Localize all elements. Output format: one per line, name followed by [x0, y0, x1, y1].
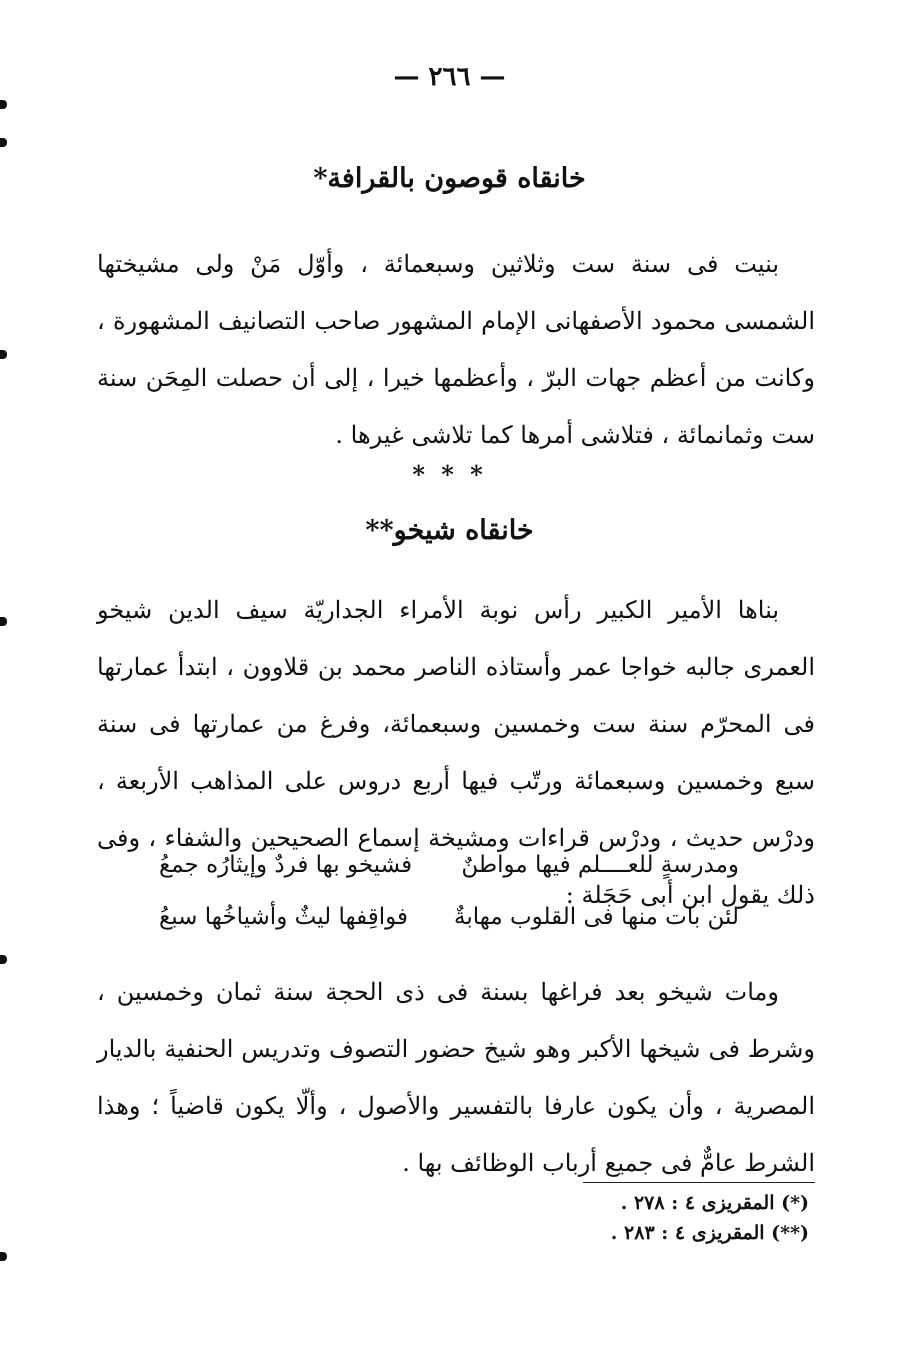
verse-hemistich-first: لئن بات منها فى القلوب مهابةٌ — [454, 904, 739, 930]
poem-verse — [159, 904, 739, 930]
paragraph-qawsun: بنيت فى سنة ست وثلاثين وسبعمائة ، وأوّل مَنْ ولى مشيختها الشمسى محمود الأصفهانى الإمام المشهور صاحب التصانيف المشهورة ، وكانت من أعظم جهات البرّ ، وأعظمها خيرا ، إلى أن حصلت المِحَن سنة ست وثمانمائة ، فتلاشى أمرها كما تلاشى غيرها . — [97, 250, 815, 449]
verse-hemistich-second: فشيخو بها فردٌ وإيثارُه جمعُ — [159, 852, 413, 878]
section-separator: * * * — [412, 460, 487, 489]
paragraph-shaykhu-2: ومات شيخو بعد فراغها بسنة فى ذى الحجة سنة ثمان وخمسين ، وشرط فى شيخها الأكبر وهو شيخ حضور التصوف وتدريس الحنفية بالديار المصرية ، وأن يكون عارفا بالتفسير والأصول ، وألّا يكون قاضياً ؛ وهذا الشرط عامٌّ فى جميع أرباب الوظائف بها . — [97, 978, 815, 1177]
footnote: (*) المقريزى ٤ : ٢٧٨ . — [620, 1192, 809, 1214]
footnote: (**) المقريزى ٤ : ٢٨٣ . — [610, 1222, 809, 1244]
section-title-qawsun: خانقاه قوصون بالقرافة* — [313, 163, 586, 194]
scan-edge-mark — [0, 350, 7, 359]
scan-edge-mark — [0, 138, 7, 147]
scan-edge-mark — [0, 1252, 7, 1261]
scan-edge-mark — [0, 955, 7, 964]
verse-hemistich-first: ومدرسةٍ للعــــلم فيها مواطنٌ — [461, 852, 739, 878]
page-number: — ٢٦٦ — — [393, 62, 506, 92]
scan-edge-mark — [0, 100, 7, 109]
verse-hemistich-second: فواقِفها ليثٌ وأشياخُها سبعُ — [159, 904, 408, 930]
poem-verse — [159, 852, 739, 878]
section-title-shaykhu: خانقاه شيخو** — [365, 515, 534, 546]
scan-edge-mark — [0, 617, 7, 626]
footnote-divider — [583, 1182, 815, 1183]
paragraph-shaykhu-1: بناها الأمير الكبير رأس نوبة الأمراء الجداريّة سيف الدين شيخو العمرى جالبه خواجا عمر وأستاذه الناصر محمد بن قلاوون ، ابتدأ عمارتها فى المحرّم سنة ست وخمسين وسبعمائة، وفرغ من عمارتها فى سنة سبع وخمسين وسبعمائة ورتّب فيها أربع دروس على المذاهب الأربعة ، ودرْس حديث ، ودرْس قراءات ومشيخة إسماع الصحيحين والشفاء ، وفى ذلك يقول ابن أبى حَجَلة : — [97, 596, 815, 909]
